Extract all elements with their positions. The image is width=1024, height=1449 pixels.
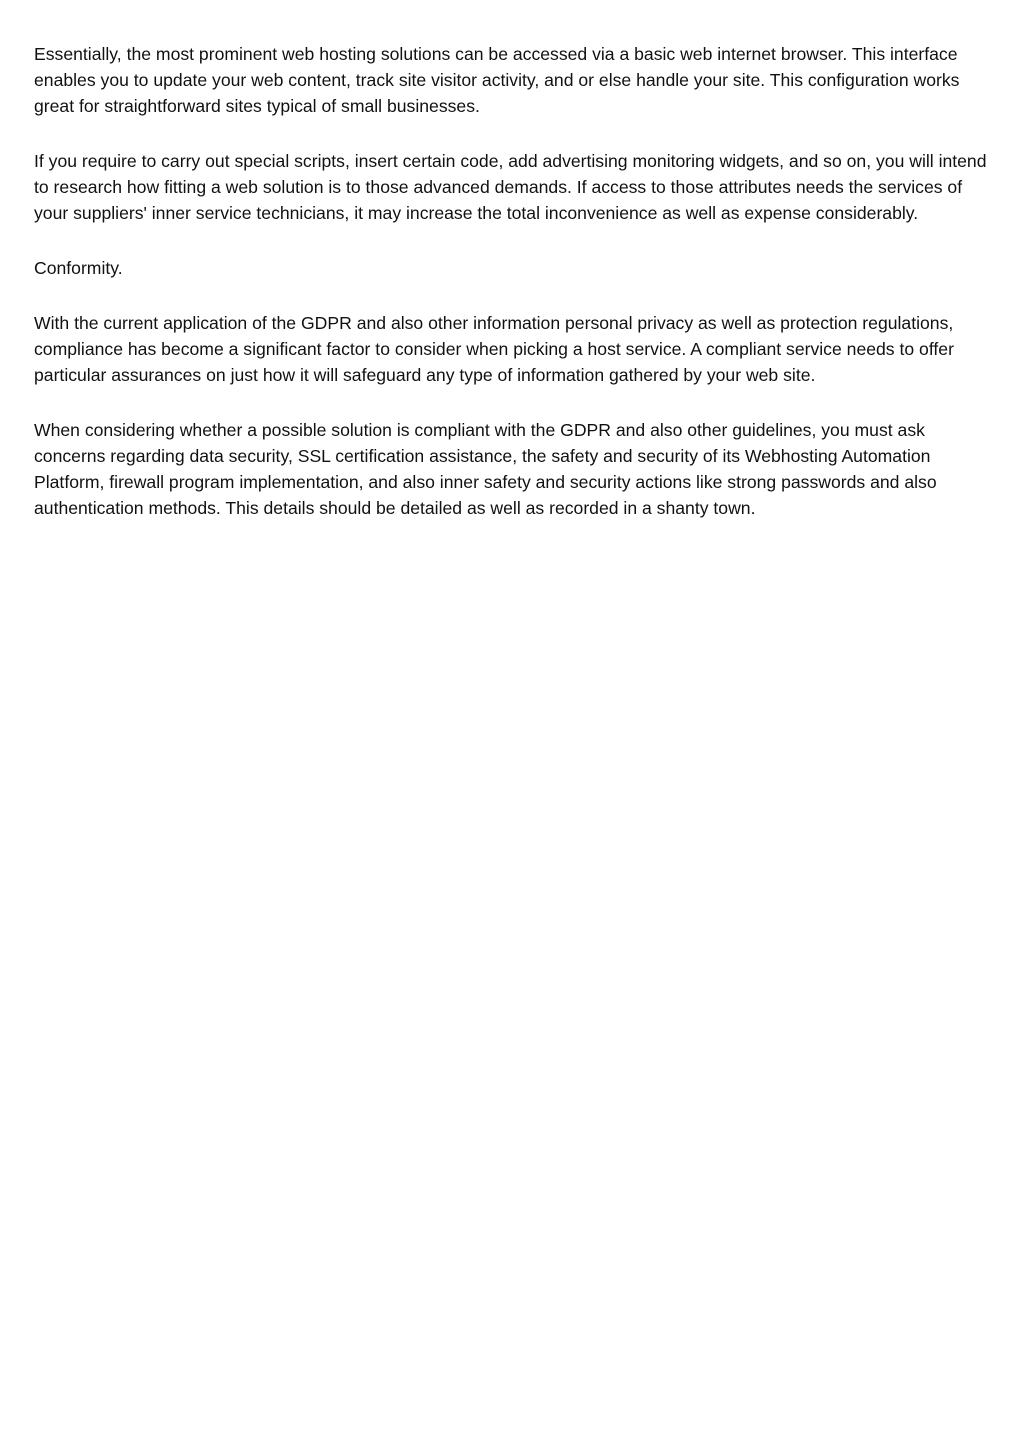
paragraph-gdpr-compliance: With the current application of the GDPR and also other information personal privacy as well as protection regulations, compliance has become a significant factor to consider when picking a host service. A compliant service needs to offer particular assurances on just how it will safeguard any type of information gathered by your web site. bbox=[34, 313, 954, 385]
paragraph-conformity-heading: Conformity. bbox=[34, 258, 123, 278]
paragraph-security-questions: When considering whether a possible solution is compliant with the GDPR and also other guidelines, you must ask concerns regarding data security, SSL certification assistance, the safety and security of its Webhosting Automation Platform, firewall program implementation, and also inner safety and security actions like strong passwords and also authentication methods. This details should be detailed as well as recorded in a shanty town. bbox=[34, 420, 937, 518]
paragraph-advanced-demands: If you require to carry out special scripts, insert certain code, add advertising monitoring widgets, and so on, you will intend to research how fitting a web solution is to those advanced demands. If access to those attributes needs the services of your suppliers' inner service technicians, it may increase the total inconvenience as well as expense considerably. bbox=[34, 151, 987, 223]
document-body bbox=[34, 41, 994, 550]
paragraph-web-browser-access: Essentially, the most prominent web hosting solutions can be accessed via a basic web internet browser. This interface enables you to update your web content, track site visitor activity, and or else handle your site. This configuration works great for straightforward sites typical of small businesses. bbox=[34, 44, 960, 116]
